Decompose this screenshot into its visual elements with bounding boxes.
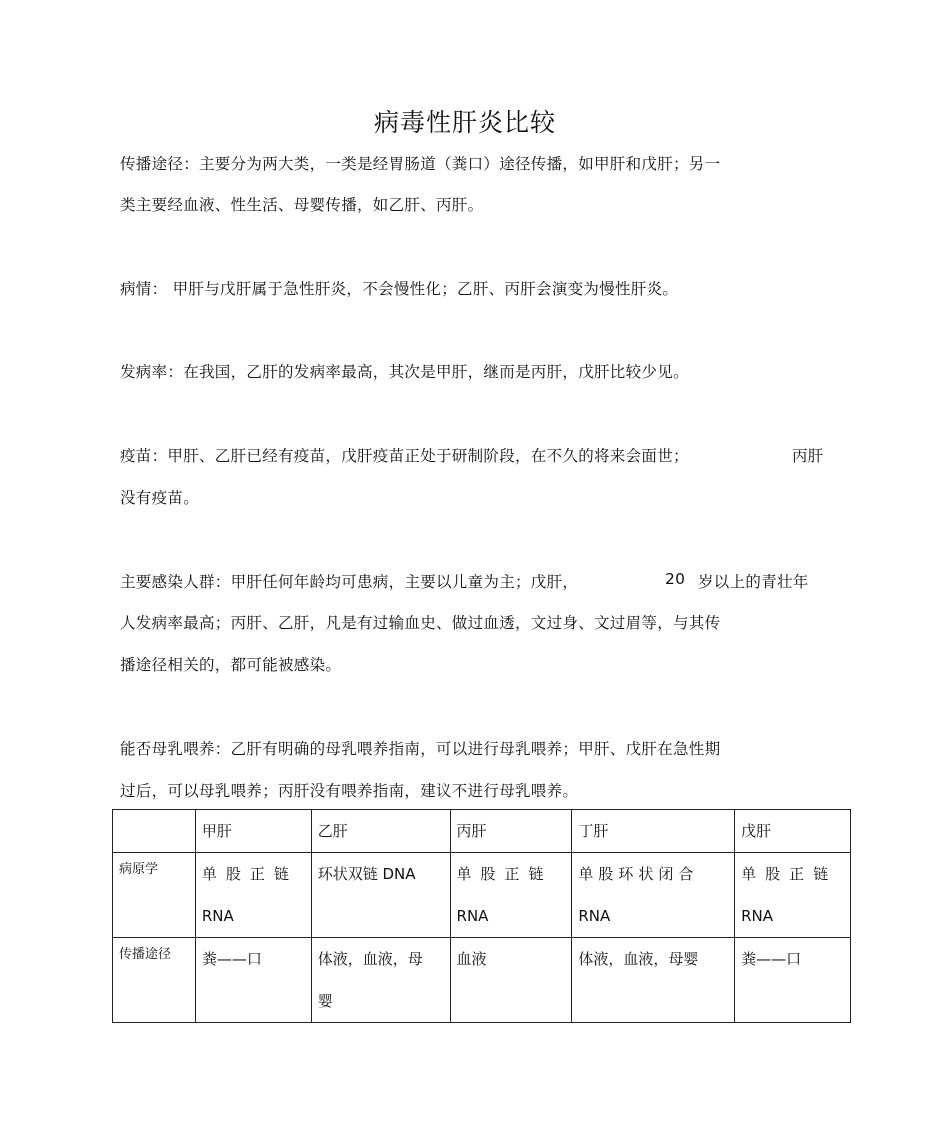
- table-cell: 环状双链 DNA: [311, 853, 450, 938]
- paragraph-transmission-line-1: 传播途径：主要分为两大类，一类是经胃肠道（粪口）途径传播，如甲肝和戊肝；另一: [120, 155, 721, 173]
- header-cell-empty: [113, 810, 196, 853]
- table-row-transmission: [113, 938, 851, 1023]
- paragraph-population-line-2: 人发病率最高；丙肝、乙肝，凡是有过输血史、做过血透，文过身、文过眉等，与其传: [120, 614, 721, 632]
- page-title: 病毒性肝炎比较: [373, 108, 556, 137]
- header-cell-hepatitis-d: 丁肝: [572, 810, 735, 853]
- table-cell: 单股环状闭合 RNA: [572, 853, 735, 938]
- header-cell-hepatitis-b: 乙肝: [311, 810, 450, 853]
- comparison-table: [112, 809, 851, 1023]
- paragraph-population-line-1: 主要感染人群：甲肝任何年龄均可患病，主要以儿童为主；戊肝，: [120, 573, 579, 591]
- paragraph-breastfeeding-line-2: 过后，可以母乳喂养；丙肝没有喂养指南，建议不进行母乳喂养。: [120, 782, 579, 800]
- paragraph-vaccine-line-1-tail: 丙肝: [792, 447, 824, 465]
- paragraph-breastfeeding-line-1: 能否母乳喂养：乙肝有明确的母乳喂养指南，可以进行母乳喂养；甲肝、戊肝在急性期: [120, 740, 721, 758]
- header-cell-hepatitis-e: 戊肝: [735, 810, 851, 853]
- paragraph-transmission-line-2: 类主要经血液、性生活、母婴传播，如乙肝、丙肝。: [120, 196, 484, 214]
- paragraph-incidence: 发病率：在我国，乙肝的发病率最高，其次是甲肝，继而是丙肝，戊肝比较少见。: [120, 363, 689, 381]
- table-cell: 单股正链 RNA: [450, 853, 572, 938]
- table-cell: 体液，血液，母 婴: [311, 938, 450, 1023]
- table-cell: 粪——口: [195, 938, 311, 1023]
- table-header-row: [113, 810, 851, 853]
- table-cell: 单股正链 RNA: [195, 853, 311, 938]
- table-cell: 血液: [450, 938, 572, 1023]
- paragraph-condition: 病情： 甲肝与戊肝属于急性肝炎，不会慢性化；乙肝、丙肝会演变为慢性肝炎。: [120, 280, 679, 298]
- paragraph-vaccine-line-2: 没有疫苗。: [120, 489, 200, 507]
- paragraph-population-line-3: 播途径相关的，都可能被感染。: [120, 656, 342, 674]
- table-cell: 体液，血液，母婴: [572, 938, 735, 1023]
- paragraph-vaccine-line-1: 疫苗：甲肝、乙肝已经有疫苗，戊肝疫苗正处于研制阶段，在不久的将来会面世；: [120, 447, 689, 465]
- header-cell-hepatitis-c: 丙肝: [450, 810, 572, 853]
- paragraph-population-line-1-tail: 岁以上的青壮年: [698, 573, 809, 591]
- paragraph-population-age: 20: [665, 570, 686, 588]
- table-row-pathogen: [113, 853, 851, 938]
- header-cell-hepatitis-a: 甲肝: [195, 810, 311, 853]
- table-cell: 粪——口: [735, 938, 851, 1023]
- row-label-transmission: 传播途径: [113, 938, 196, 1023]
- row-label-pathogen: 病原学: [113, 853, 196, 938]
- table-cell: 单股正链 RNA: [735, 853, 851, 938]
